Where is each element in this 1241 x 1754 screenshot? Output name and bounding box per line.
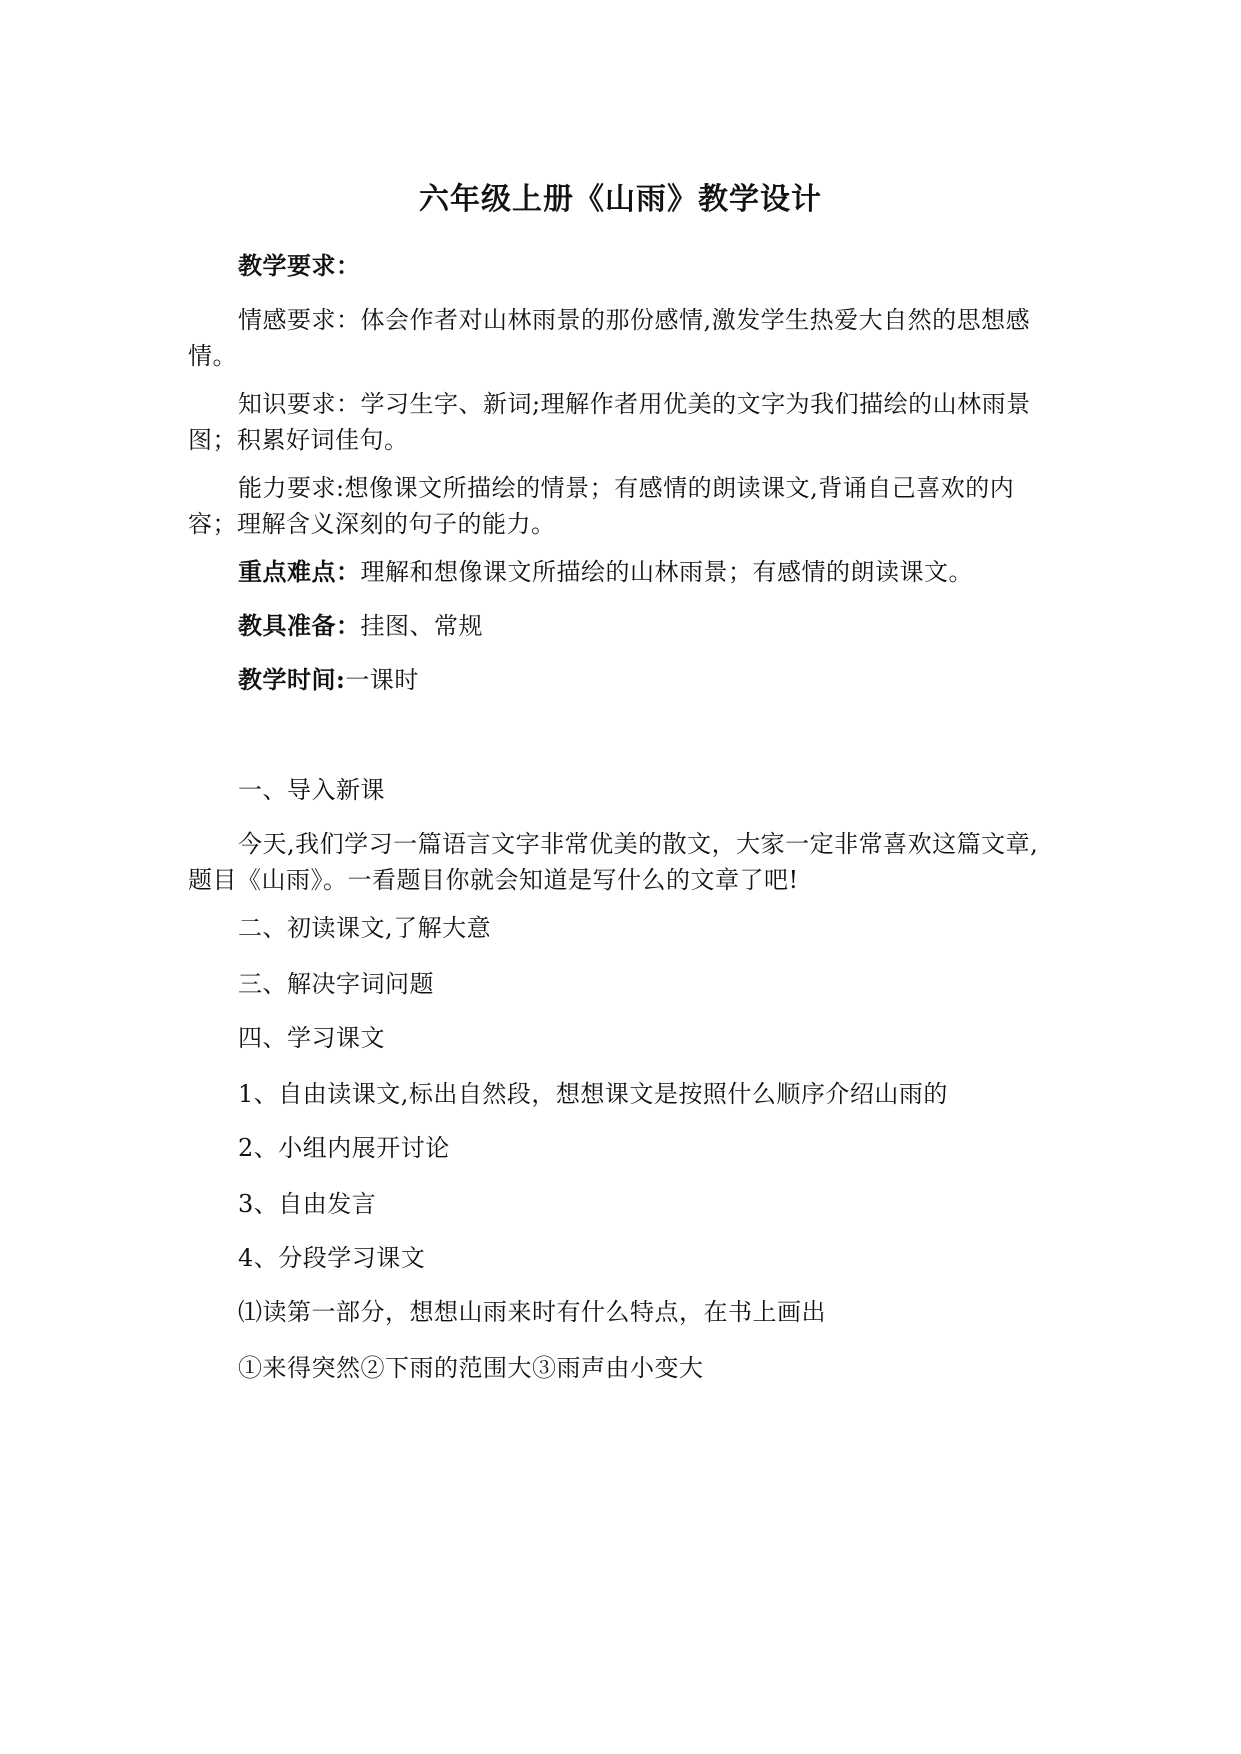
requirements-heading: 教学要求： [238, 251, 361, 280]
document-title: 六年级上册《山雨》教学设计 [419, 182, 822, 217]
time-label: 教学时间: [238, 665, 346, 694]
tools-text: 挂图、常规 [360, 612, 483, 640]
teaching-time [188, 662, 1058, 698]
step-2: 2、小组内展开讨论 [238, 1134, 450, 1162]
section-heading-1: 一、导入新课 [238, 776, 385, 804]
key-points-text: 理解和想像课文所描绘的山林雨景；有感情的朗读课文。 [360, 558, 973, 586]
step-4: 4、分段学习课文 [238, 1244, 426, 1272]
step-3: 3、自由发言 [238, 1190, 377, 1218]
key-points-label: 重点难点： [238, 557, 361, 586]
sub-step-1-answer: ①来得突然②下雨的范围大③雨声由小变大 [238, 1354, 704, 1382]
section-heading-3: 三、解决字词问题 [238, 970, 434, 998]
time-text: 一课时 [345, 666, 419, 694]
sub-step-1: ⑴读第一部分，想想山雨来时有什么特点，在书上画出 [238, 1298, 826, 1326]
ability-requirement: 能力要求:想像课文所描绘的情景；有感情的朗读课文,背诵自己喜欢的内容；理解含义深刻的句子的能力。 [188, 474, 1015, 538]
tools-label: 教具准备： [238, 611, 361, 640]
knowledge-requirement: 知识要求：学习生字、新词;理解作者用优美的文字为我们描绘的山林雨景图；积累好词佳句。 [188, 390, 1031, 454]
key-points [188, 554, 1058, 590]
section-heading-2: 二、初读课文,了解大意 [238, 914, 492, 942]
section-heading-4: 四、学习课文 [238, 1024, 385, 1052]
step-1: 1、自由读课文,标出自然段，想想课文是按照什么顺序介绍山雨的 [238, 1080, 948, 1108]
emotion-requirement: 情感要求：体会作者对山林雨景的那份感情,激发学生热爱大自然的思想感情。 [188, 306, 1031, 370]
intro-paragraph: 今天,我们学习一篇语言文字非常优美的散文，大家一定非常喜欢这篇文章,题目《山雨》。一看题目你就会知道是写什么的文章了吧! [188, 830, 1039, 894]
teaching-tools [188, 608, 1058, 644]
